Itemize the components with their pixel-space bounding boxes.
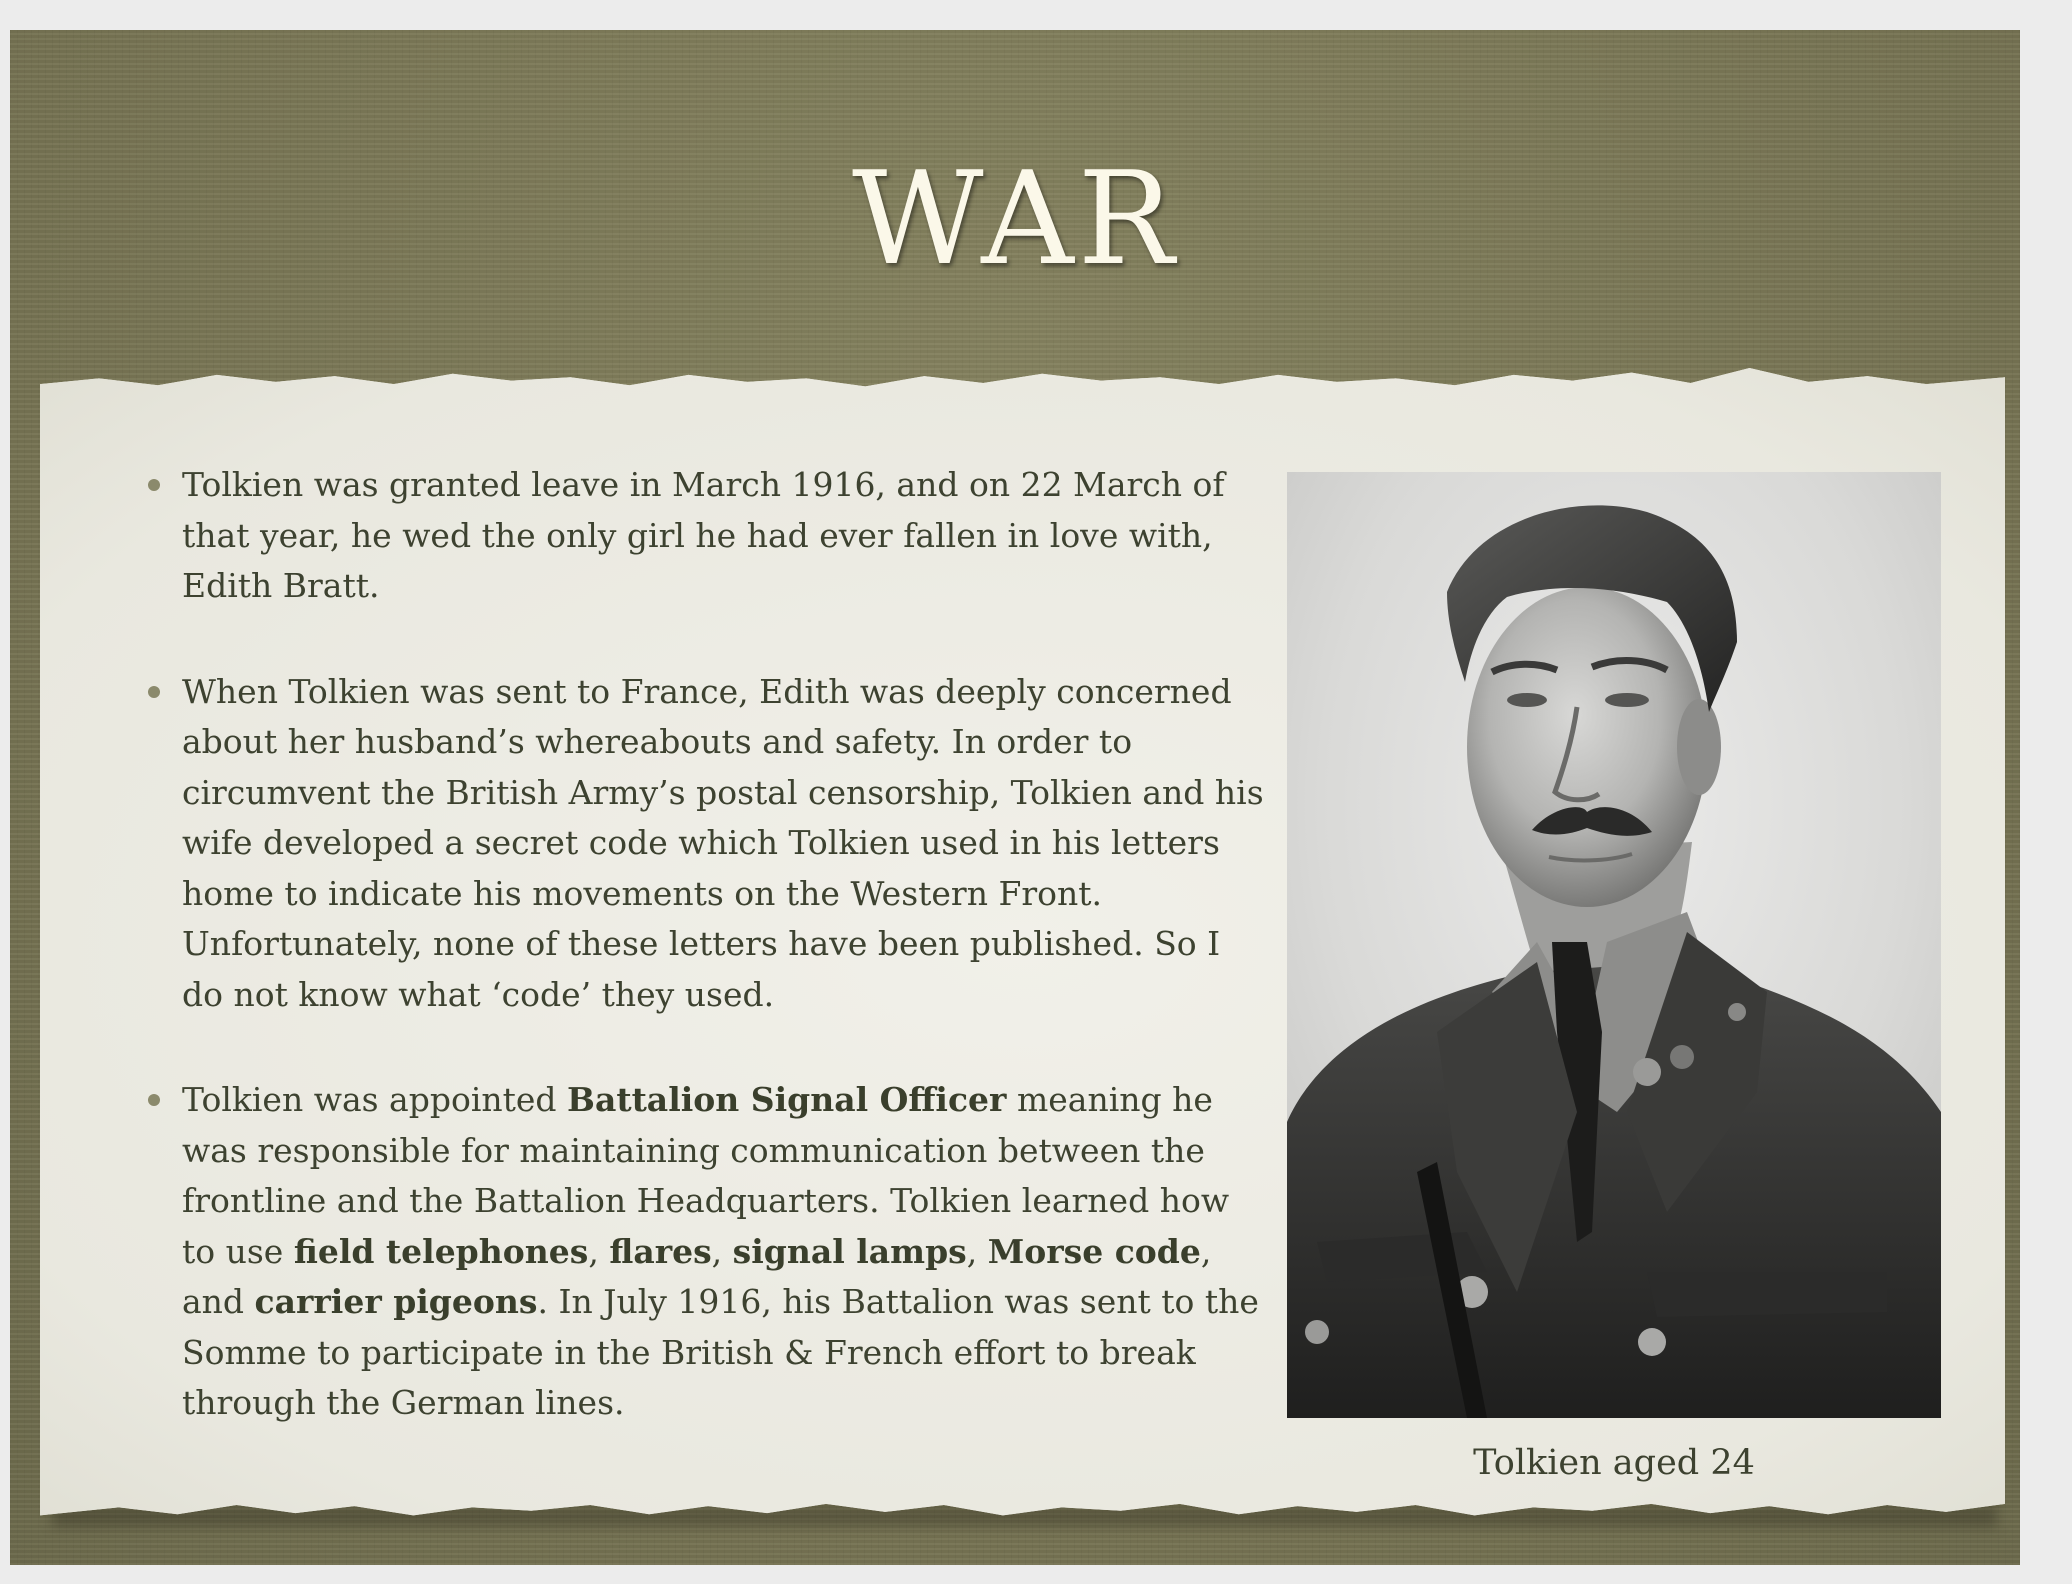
bullet-text: [182, 1080, 1259, 1422]
bullet-segment: ,: [711, 1231, 733, 1271]
bullet-segment: , and: [182, 1231, 1212, 1321]
bold-term: Morse code: [987, 1231, 1201, 1271]
bullet-dot-icon: [148, 1094, 160, 1106]
bullet-segment: . In July 1916, his Battalion was sent to the Somme to participate in the British & French effort to break through the German lines.: [182, 1282, 1259, 1422]
photo-caption: Tolkien aged 24: [1473, 1443, 1755, 1483]
portrait-illustration: [1287, 472, 1941, 1418]
bullet-dot-icon: [148, 686, 160, 698]
bullet-item: [140, 667, 1270, 1021]
bullet-segment: Tolkien was appointed: [182, 1080, 568, 1119]
bullet-item: [140, 460, 1270, 612]
bullet-list: [140, 460, 1270, 1484]
bullet-item: [140, 1075, 1270, 1429]
bullet-segment: ,: [588, 1231, 610, 1271]
bullet-segment: ,: [966, 1231, 988, 1271]
bold-term: carrier pigeons: [254, 1282, 538, 1321]
bullet-segment: meaning he was responsible for maintaining communication between the frontline and the Battalion Headquarters. Tolkien learned how to use: [182, 1080, 1230, 1271]
bold-term: Battalion Signal Officer: [567, 1080, 1007, 1119]
slide-title: WAR: [852, 145, 1178, 294]
bold-term: signal lamps: [732, 1231, 967, 1271]
bullet-segment: Tolkien was granted leave in March 1916, and on 22 March of that year, he wed the only girl he had ever fallen in love with, Edith Bratt.: [182, 465, 1225, 605]
portrait-photo-icon: [1287, 472, 1941, 1418]
bullet-text: [182, 465, 1225, 605]
bold-term: flares: [609, 1231, 712, 1271]
bullet-dot-icon: [148, 479, 160, 491]
bullet-segment: When Tolkien was sent to France, Edith was deeply concerned about her husband’s whereabouts and safety. In order to circumvent the British Army’s postal censorship, Tolkien and his wife developed a secret code which Tolkien used in his letters home to indicate his movements on the Western Front. Unfortunately, none of these letters have been published. So I do not know what ‘code’ they used.: [182, 671, 1264, 1014]
bullet-text: [182, 672, 1264, 1014]
bold-term: field telephones: [293, 1231, 589, 1271]
